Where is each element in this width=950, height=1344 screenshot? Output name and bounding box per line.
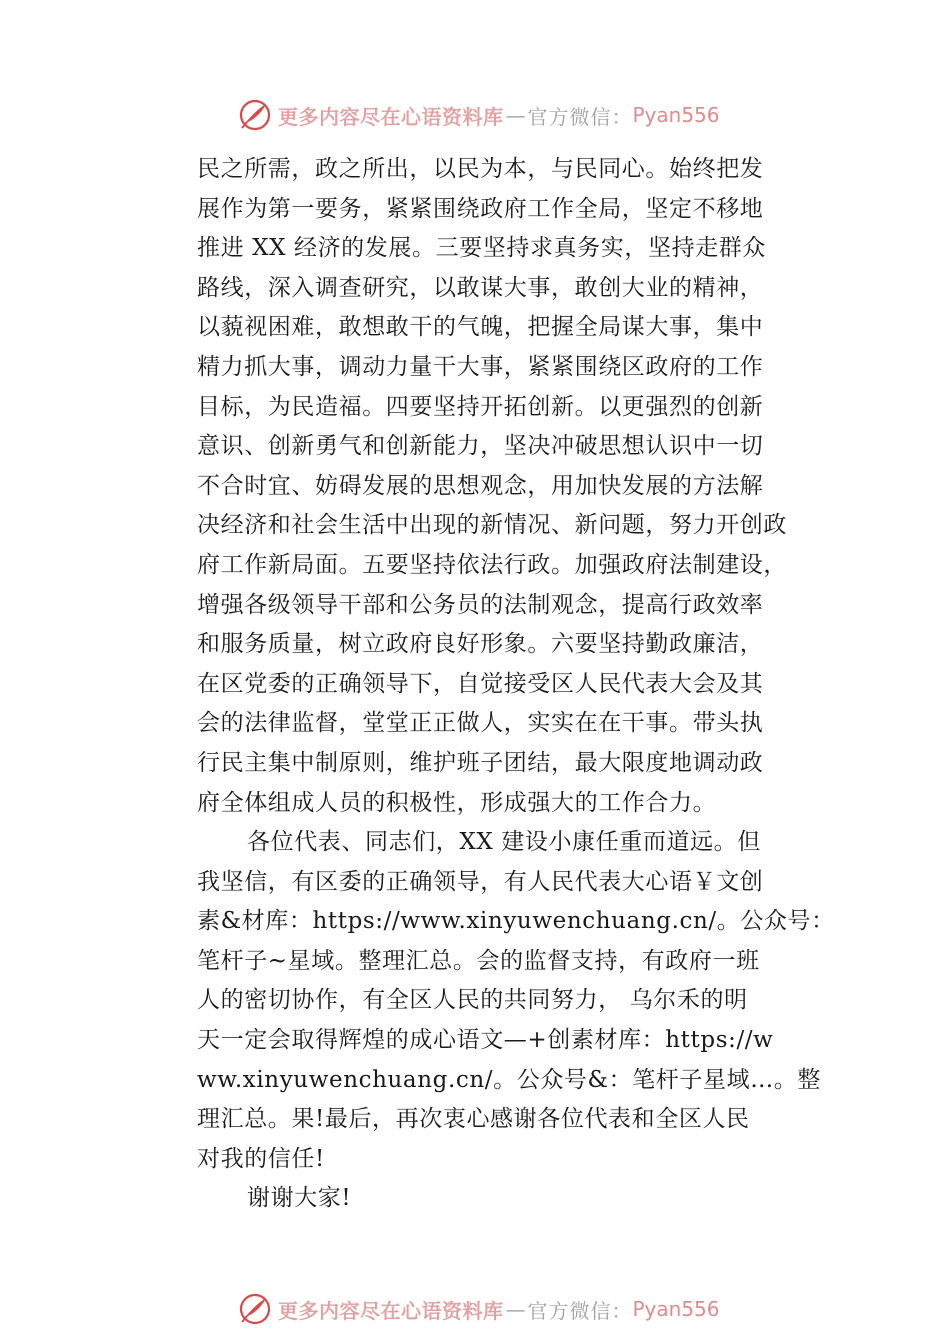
text-line: 天一定会取得辉煌的成心语文—+创素材库：https://w <box>197 1027 774 1054</box>
text-line: ww.xinyuwenchuang.cn/。公众号&：笔杆子星域…。整 <box>197 1066 821 1093</box>
watermark-wechat-id: Pyan556 <box>632 103 720 127</box>
text-line: 各位代表、同志们，XX 建设小康任重而道远。但 <box>247 829 761 856</box>
watermark-brand: 更多内容尽在心语资料库 <box>278 1298 504 1323</box>
watermark-dash: — <box>505 103 526 127</box>
text-line: 理汇总。果!最后，再次衷心感谢各位代表和全区人民 <box>197 1106 750 1133</box>
watermark-dash: — <box>505 1297 526 1321</box>
footer-watermark <box>238 1292 720 1326</box>
text-line: 推进 XX 经济的发展。三要坚持求真务实，坚持走群众 <box>197 235 766 262</box>
text-line: 我坚信，有区委的正确领导，有人民代表大心语￥文创 <box>197 868 764 895</box>
text-line: 意识、创新勇气和创新能力，坚决冲破思想认识中一切 <box>197 433 764 460</box>
text-line: 民之所需，政之所出，以民为本，与民同心。始终把发 <box>197 156 764 182</box>
text-line: 精力抓大事，调动力量干大事，紧紧围绕区政府的工作 <box>197 353 764 380</box>
text-line: 目标，为民造福。四要坚持开拓创新。以更强烈的创新 <box>197 393 764 420</box>
text-line: 会的法律监督，堂堂正正做人，实实在在干事。带头执 <box>197 710 764 737</box>
watermark-label: 官方微信： <box>527 1298 633 1323</box>
document-body <box>197 150 835 1219</box>
text-line: 行民主集中制原则，维护班子团结，最大限度地调动政 <box>197 749 764 776</box>
text-line: 路线，深入调查研究，以敢谋大事，敢创大业的精神， <box>197 274 764 301</box>
text-line: 谢谢大家! <box>247 1185 352 1212</box>
watermark-wechat-id: Pyan556 <box>632 1297 720 1321</box>
header-watermark <box>238 98 720 132</box>
text-line: 不合时宜、妨碍发展的思想观念，用加快发展的方法解 <box>197 472 764 499</box>
text-line: 府全体组成人员的积极性，形成强大的工作合力。 <box>197 789 717 816</box>
text-line: 决经济和社会生活中出现的新情况、新问题，努力开创政 <box>197 512 787 539</box>
text-line: 展作为第一要务，紧紧围绕政府工作全局，坚定不移地 <box>197 195 764 222</box>
text-line: 和服务质量，树立政府良好形象。六要坚持勤政廉洁， <box>197 631 764 658</box>
text-line: 以藐视困难，敢想敢干的气魄，把握全局谋大事，集中 <box>197 314 764 341</box>
text-line: 增强各级领导干部和公务员的法制观念，提高行政效率 <box>197 591 764 618</box>
watermark-brand: 更多内容尽在心语资料库 <box>278 104 504 129</box>
pen-logo-icon <box>238 1292 272 1326</box>
text-line: 在区党委的正确领导下，自觉接受区人民代表大会及其 <box>197 670 764 697</box>
text-line: 府工作新局面。五要坚持依法行政。加强政府法制建设， <box>197 551 787 578</box>
watermark-label: 官方微信： <box>527 104 633 129</box>
text-line: 对我的信任! <box>197 1145 325 1172</box>
text-line: 素&材库：https://www.xinyuwenchuang.cn/。公众号： <box>197 908 835 935</box>
pen-logo-icon <box>238 98 272 132</box>
text-line: 笔杆子~星域。整理汇总。会的监督支持，有政府一班 <box>197 947 760 974</box>
text-line: 人的密切协作，有全区人民的共同努力， 乌尔禾的明 <box>197 987 748 1014</box>
